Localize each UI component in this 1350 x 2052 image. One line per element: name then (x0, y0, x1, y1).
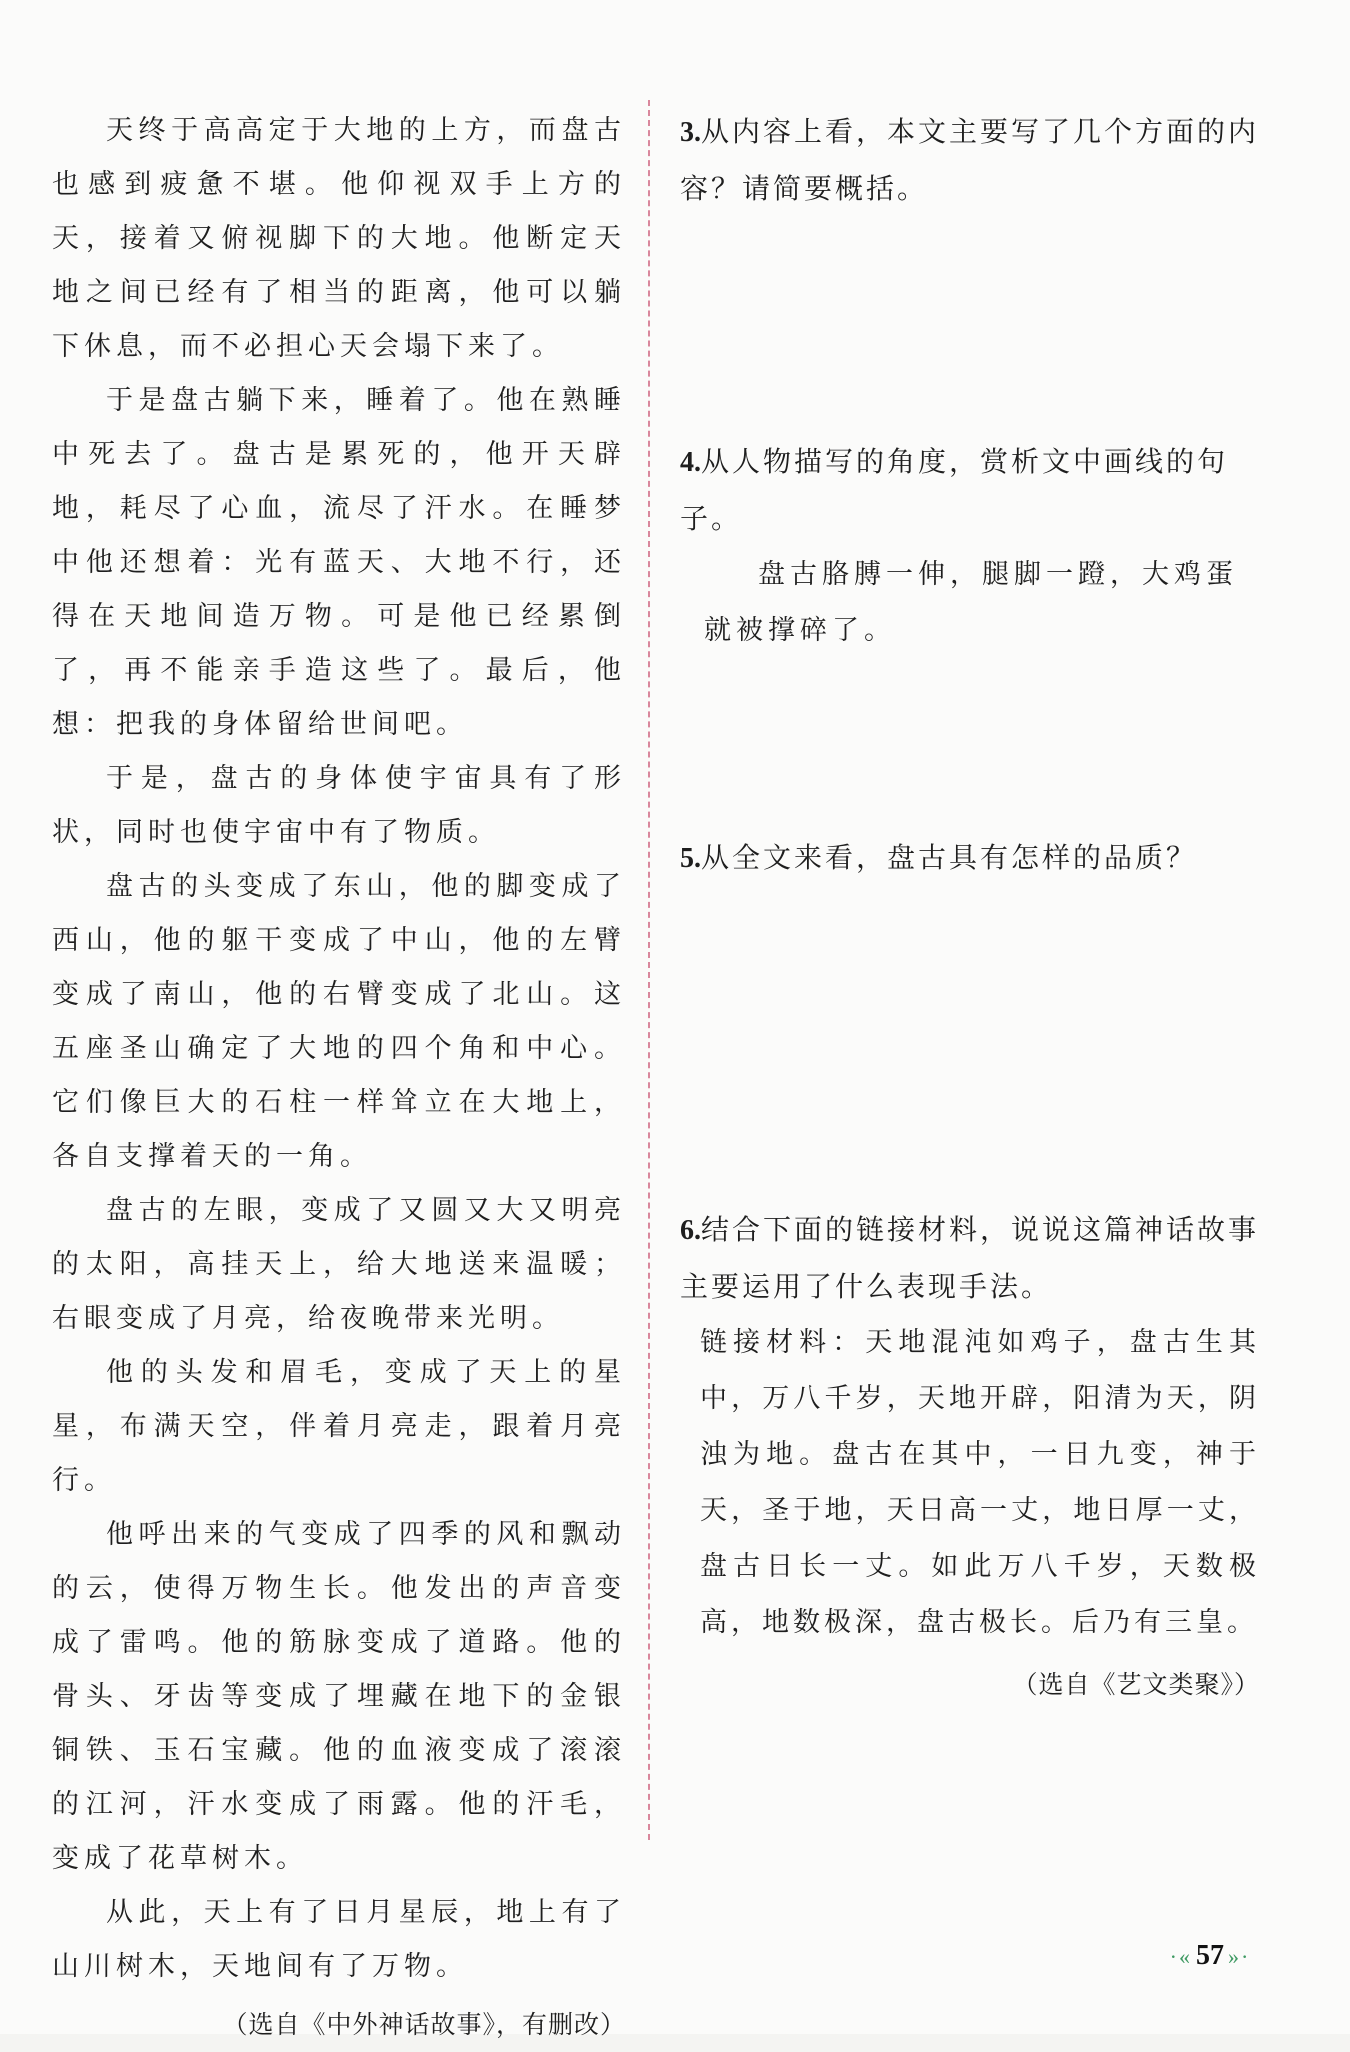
passage-paragraph: 他呼出来的气变成了四季的风和飘动的云，使得万物生长。他发出的声音变成了雷鸣。他的筋脉变成了道路。他的骨头、牙齿等变成了埋藏在地下的金银铜铁、玉石宝藏。他的血液变成了滚滚的江河，汗水变成了雨露。他的汗毛，变成了花草树木。 (52, 1519, 626, 1874)
question-3 (680, 104, 1260, 434)
question-text: 从人物描写的角度，赏析文中画线的句子。 (680, 445, 1229, 535)
passage-paragraph: 他的头发和眉毛，变成了天上的星星，布满天空，伴着月亮走，跟着月亮行。 (52, 1357, 626, 1496)
question-4 (680, 434, 1260, 830)
passage-paragraph: 于是盘古躺下来，睡着了。他在熟睡中死去了。盘古是累死的，他开天辟地，耗尽了心血，流尽了汗水。在睡梦中他还想着：光有蓝天、大地不行，还得在天地间造万物。可是他已经累倒了，再不能亲手造这些了。最后，他想：把我的身体留给世间吧。 (52, 385, 626, 740)
question-text: 从内容上看，本文主要写了几个方面的内容？请简要概括。 (680, 115, 1260, 205)
question-text: 从全文来看，盘古具有怎样的品质？ (701, 841, 1198, 874)
question-number: 5. (680, 843, 701, 874)
passage-paragraph: 天终于高高定于大地的上方，而盘古也感到疲惫不堪。他仰视双手上方的天，接着又俯视脚下的大地。他断定天地之间已经有了相当的距离，他可以躺下休息，而不必担心天会塌下来了。 (52, 115, 626, 362)
page-number: ·« 57 »· (1169, 1940, 1251, 1971)
question-number: 6. (680, 1215, 701, 1246)
passage-paragraph: 于是，盘古的身体使宇宙具有了形状，同时也使宇宙中有了物质。 (52, 763, 626, 848)
link-material: 链接材料：天地混沌如鸡子，盘古生其中，万八千岁，天地开辟，阳清为天，阴浊为地。盘古在其中，一日九变，神于天，圣于地，天日高一丈，地日厚一丈，盘古日长一丈。如此万八千岁，天数极高，地数极深，盘古极长。后乃有三皇。 (700, 1327, 1260, 1638)
question-6 (680, 1202, 1260, 1713)
questions-column (680, 104, 1260, 1713)
underlined-sentence-quote: 盘古胳膊一伸，腿脚一蹬，大鸡蛋就被撑碎了。 (704, 559, 1238, 646)
question-5 (680, 830, 1260, 1202)
question-text: 结合下面的链接材料，说说这篇神话故事主要运用了什么表现手法。 (680, 1213, 1260, 1303)
right-ornament-icon: »· (1228, 1944, 1251, 1969)
question-number: 4. (680, 447, 701, 478)
link-material-source: （选自《艺文类聚》） (1012, 1670, 1260, 1699)
left-ornament-icon: ·« (1169, 1944, 1192, 1969)
passage-paragraph: 盘古的左眼，变成了又圆又大又明亮的太阳，高挂天上，给大地送来温暖；右眼变成了月亮，给夜晚带来光明。 (52, 1195, 626, 1334)
passage-paragraph: 从此，天上有了日月星辰，地上有了山川树木，天地间有了万物。 (52, 1897, 626, 1982)
column-divider (648, 100, 650, 1840)
question-number: 3. (680, 117, 701, 148)
passage-source: （选自《中外神话故事》，有删改） (222, 2010, 626, 2039)
reading-passage (52, 104, 626, 2052)
passage-paragraph: 盘古的头变成了东山，他的脚变成了西山，他的躯干变成了中山，他的左臂变成了南山，他的右臂变成了北山。这五座圣山确定了大地的四个角和中心。它们像巨大的石柱一样耸立在大地上，各自支撑着天的一角。 (52, 871, 626, 1172)
